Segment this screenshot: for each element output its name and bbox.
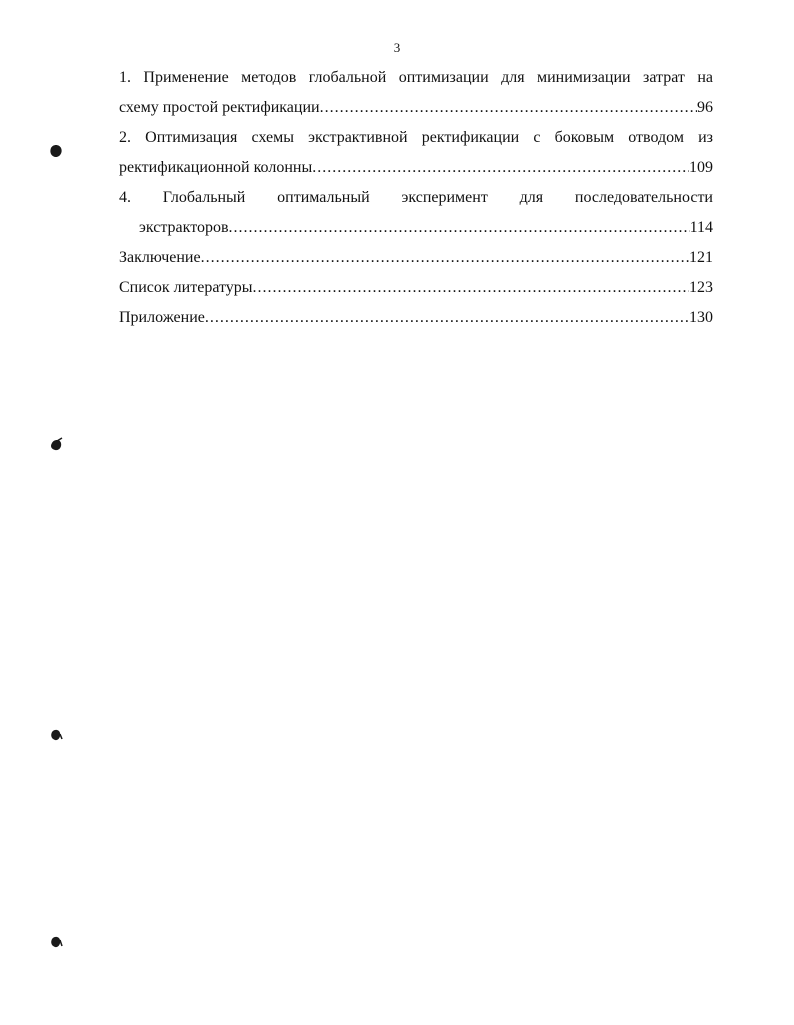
table-of-contents [119,63,713,333]
toc-entry [119,63,713,123]
toc-entry-line [119,153,713,183]
toc-entry-line [119,93,713,123]
toc-page-number: 109 [689,159,713,176]
dot-leader [312,153,689,183]
dot-leader [320,93,697,123]
toc-entry [119,303,713,333]
toc-page-number: 114 [689,219,713,236]
punch-hole-mark [48,437,64,453]
dot-leader [253,273,689,303]
toc-entry-title: Список литературы [119,279,253,296]
toc-entry [119,273,713,303]
toc-entry [119,123,713,183]
dot-leader [205,303,689,333]
toc-entry-title: 1. Применение методов глобальной оптимизации для минимизации затрат на [119,69,713,86]
toc-page-number: 121 [689,249,713,266]
toc-entry [119,183,713,243]
punch-hole-mark [48,934,64,950]
toc-entry-title: Приложение [119,309,205,326]
punch-hole-mark [48,143,64,159]
toc-entry-title: 4. Глобальный оптимальный эксперимент для последовательности [119,189,713,206]
dot-leader [229,213,690,243]
toc-page-number: 96 [697,99,713,116]
toc-entry-title: Заключение [119,249,201,266]
toc-entry [119,243,713,273]
toc-entry-title-cont: экстракторов [139,219,229,236]
toc-entry-line [119,213,713,243]
dot-leader [201,243,689,273]
toc-entry-title: 2. Оптимизация схемы экстрактивной ректификации с боковым отводом из [119,129,713,146]
toc-page-number: 123 [689,279,713,296]
punch-hole-mark [48,727,64,743]
toc-entry-title-cont: схему простой ректификации [119,99,320,116]
toc-page-number: 130 [689,309,713,326]
toc-entry-title-cont: ректификационной колонны [119,159,313,176]
page-number: 3 [393,40,401,55]
